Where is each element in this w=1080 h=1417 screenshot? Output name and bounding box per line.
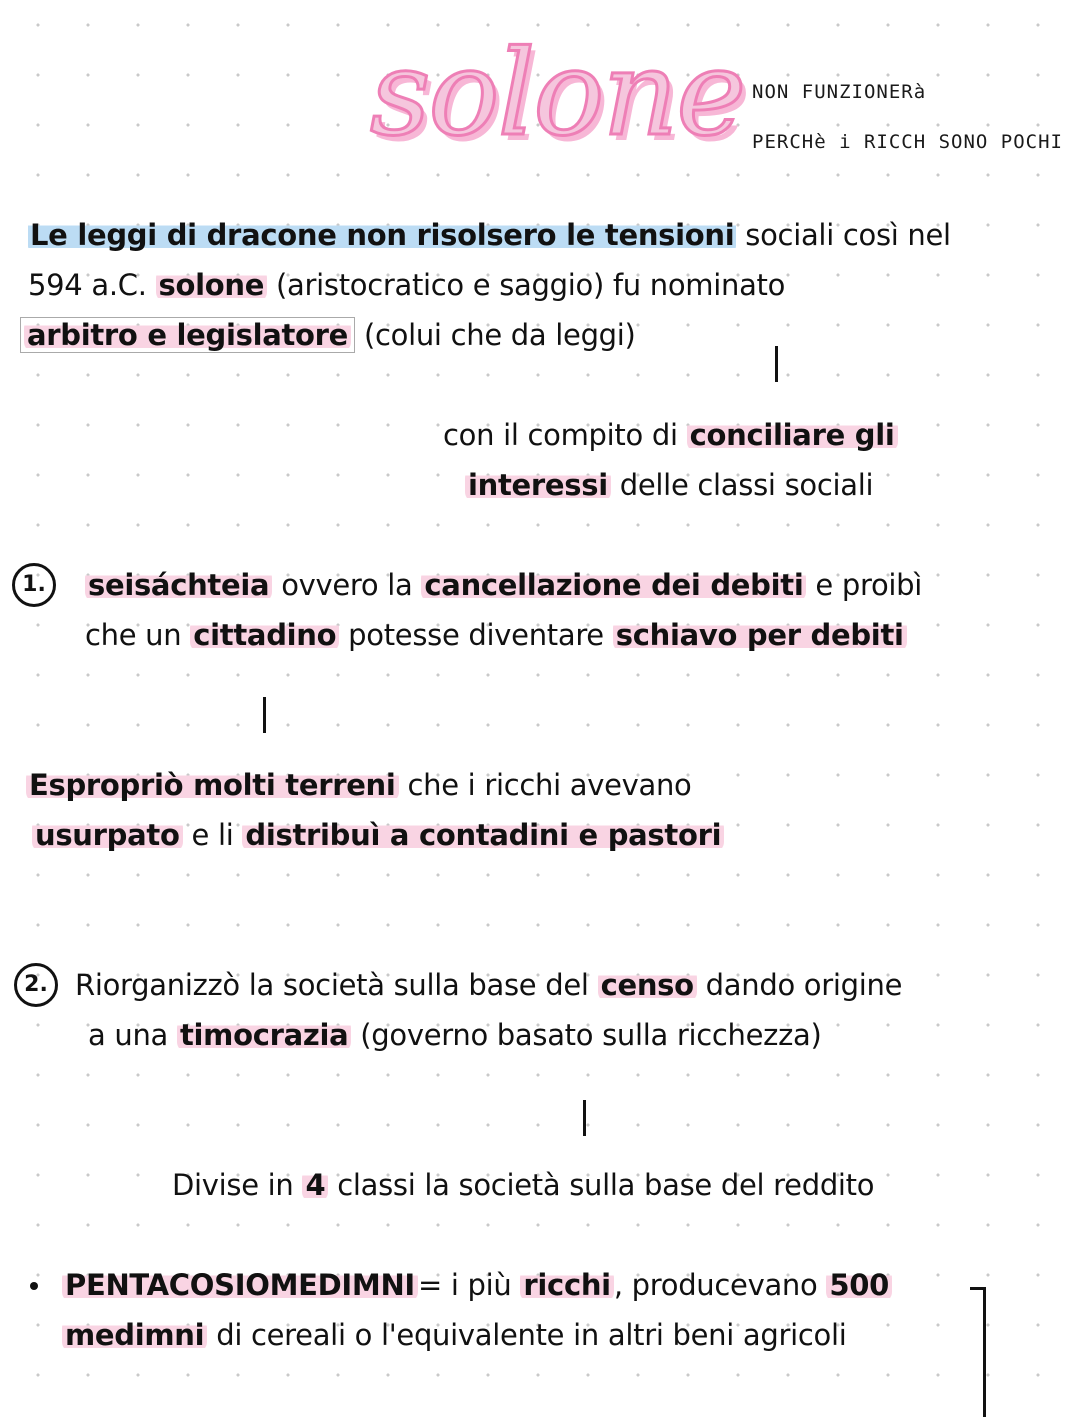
bullet-point <box>30 1282 38 1290</box>
highlight-espropriazione: Espropriò molti terreni <box>26 768 399 802</box>
point1-text: potesse diventare <box>339 618 613 652</box>
pentacosio-text: di cereali o l'equivalente in altri beni agricoli <box>207 1318 847 1352</box>
highlight-timocrazia: timocrazia <box>177 1018 351 1052</box>
highlight-arbitro: arbitro e legislatore <box>24 318 351 352</box>
pentacosio-text: = i più <box>417 1268 521 1302</box>
connector-line <box>263 697 266 733</box>
highlight-cittadino: cittadino <box>190 618 339 652</box>
point2-line-2 <box>88 1010 822 1060</box>
intro-text: (aristocratico e saggio) fu nominato <box>267 268 786 302</box>
connector-line <box>775 346 778 382</box>
highlight-solone: solone <box>156 268 268 302</box>
expropriation-text: e li <box>182 818 243 852</box>
task-line-2 <box>465 460 873 510</box>
intro-text: (colui che da leggi) <box>355 318 636 352</box>
page-title: solone <box>370 24 745 162</box>
point1-text: ovvero la <box>272 568 422 602</box>
intro-text: sociali così nel <box>736 218 951 252</box>
task-line-1 <box>443 410 898 460</box>
highlight-censo: censo <box>598 968 697 1002</box>
highlight-500: 500 <box>826 1268 892 1302</box>
highlight-usurpato: usurpato <box>32 818 183 852</box>
point2-line-1 <box>75 960 902 1010</box>
highlight-interessi: interessi <box>465 468 611 502</box>
connector-line <box>583 1100 586 1136</box>
point2-text: dando origine <box>696 968 903 1002</box>
task-text: con il compito di <box>443 418 687 452</box>
point1-text: che un <box>85 618 191 652</box>
intro-line-1 <box>28 210 951 260</box>
number-circle-1: 1. <box>12 563 56 607</box>
expropriation-line-1 <box>26 760 691 810</box>
task-text: delle classi sociali <box>610 468 874 502</box>
highlight-4: 4 <box>302 1168 328 1202</box>
point2-text: Riorganizzò la società sulla base del <box>75 968 598 1002</box>
point1-line-2 <box>85 610 907 660</box>
highlight-seisachteia: seisáchteia <box>85 568 272 602</box>
intro-text: 594 a.C. <box>28 268 156 302</box>
intro-line-3 <box>20 310 636 360</box>
highlight-schiavo: schiavo per debiti <box>613 618 907 652</box>
point2-text: a una <box>88 1018 177 1052</box>
number-circle-2: 2. <box>14 963 58 1007</box>
pentacosio-line-1 <box>62 1260 892 1310</box>
pentacosio-text: , producevano <box>613 1268 827 1302</box>
highlight-cancellazione: cancellazione dei debiti <box>421 568 806 602</box>
point2-text: (governo basato sulla ricchezza) <box>351 1018 822 1052</box>
pentacosio-line-2 <box>62 1310 846 1360</box>
bracket-line <box>970 1287 986 1417</box>
intro-line-2 <box>28 260 785 310</box>
highlight-ricchi: ricchi <box>520 1268 613 1302</box>
point1-line-1 <box>85 560 922 610</box>
classes-text: classi la società sulla base del reddito <box>328 1168 875 1202</box>
highlight-conciliare: conciliare gli <box>687 418 898 452</box>
side-note-line-1: NON FUNZIONERà <box>752 81 927 103</box>
expropriation-line-2 <box>32 810 724 860</box>
highlight-distribuzione: distribuì a contadini e pastori <box>242 818 724 852</box>
boxed-arbitro <box>20 317 355 353</box>
highlight-dracone-laws: Le leggi di dracone non risolsero le tensioni <box>30 218 735 252</box>
highlight-pentacosiomedimni: PENTACOSIOMEDIMNI <box>62 1268 418 1302</box>
side-note-line-2: PERCHè i RICCH SONO POCHI <box>752 131 1063 153</box>
classes-text: Divise in <box>172 1168 303 1202</box>
point1-text: e proibì <box>806 568 923 602</box>
expropriation-text: che i ricchi avevano <box>398 768 692 802</box>
classes-line <box>172 1160 874 1210</box>
highlight-medimni: medimni <box>62 1318 207 1352</box>
